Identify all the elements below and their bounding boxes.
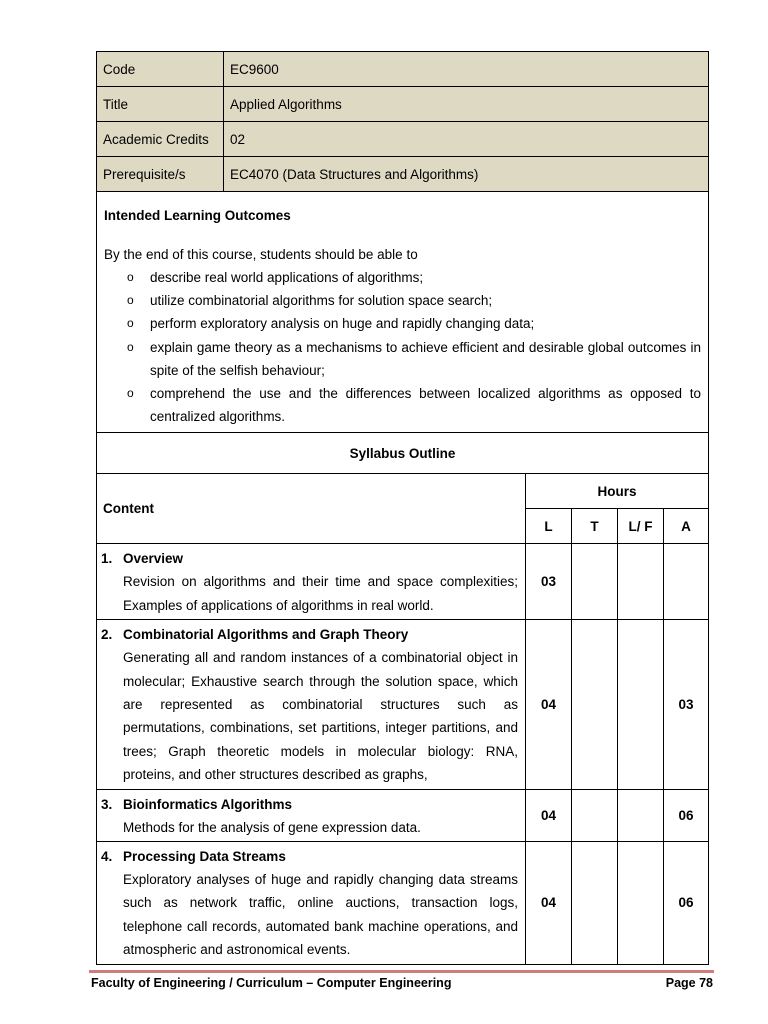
credits-value: 02: [224, 122, 709, 157]
footer-page-number: Page 78: [665, 976, 713, 990]
code-row: [97, 52, 709, 87]
title-row: [97, 87, 709, 122]
learning-outcome-text: perform exploratory analysis on huge and rapidly changing data;: [150, 316, 535, 332]
course-info-table: [96, 51, 709, 192]
title-value: Applied Algorithms: [224, 87, 709, 122]
content-header: Content: [97, 474, 526, 544]
topic-title: Overview: [123, 551, 184, 567]
code-value: EC9600: [224, 52, 709, 87]
topic-number: 2.: [101, 627, 113, 643]
learning-outcome-item: [104, 289, 701, 312]
hours-l: 03: [526, 544, 572, 620]
learning-outcome-item: [104, 382, 701, 428]
hours-l: 04: [526, 789, 572, 841]
hours-lf: [618, 842, 664, 965]
learning-outcomes-intro: By the end of this course, students should be able to: [104, 247, 418, 262]
column-header-l: L: [526, 509, 572, 544]
hours-lf: [618, 544, 664, 620]
hours-t: [572, 544, 618, 620]
prerequisite-label: Prerequisite/s: [97, 157, 224, 192]
learning-outcome-text: comprehend the use and the differences between localized algorithms as opposed to centralized algorithms.: [150, 386, 701, 425]
topic-description: Exploratory analyses of huge and rapidly changing data streams such as network traffic, online auctions, transaction logs, telephone call records, automated bank machine operations, and atmospheric and astronomical events.: [123, 872, 518, 958]
column-header-a: A: [664, 509, 709, 544]
code-label: Code: [97, 52, 224, 87]
hours-l: 04: [526, 842, 572, 965]
hours-header: Hours: [526, 474, 709, 509]
column-header-lf: L/ F: [618, 509, 664, 544]
footer-divider: [89, 970, 714, 973]
credits-row: [97, 122, 709, 157]
topic-title: Combinatorial Algorithms and Graph Theory: [123, 627, 409, 643]
hours-a: [664, 544, 709, 620]
bullet-icon: o: [127, 386, 134, 401]
column-header-t: T: [572, 509, 618, 544]
syllabus-row: [97, 789, 709, 841]
credits-label: Academic Credits: [97, 122, 224, 157]
syllabus-row: [97, 544, 709, 620]
hours-lf: [618, 789, 664, 841]
topic-cell: [97, 620, 526, 789]
curriculum-page: [96, 51, 709, 965]
topic-description: Generating all and random instances of a combinatorial object in molecular; Exhaustive search through the solution space, which are represented as combinatorial structures such as permutations, combinations, set partitions, integer partitions, and trees; Graph theoretic models in molecular biology: RNA, proteins, and other structures described as graphs,: [123, 650, 518, 783]
learning-outcomes-section: [96, 192, 709, 433]
title-label: Title: [97, 87, 224, 122]
learning-outcome-item: [104, 266, 701, 289]
bullet-icon: o: [127, 339, 134, 354]
topic-cell: [97, 842, 526, 965]
syllabus-header-row: [97, 474, 709, 509]
syllabus-table: [96, 474, 709, 964]
topic-description: Revision on algorithms and their time and space complexities; Examples of applications of algorithms in real world.: [123, 574, 518, 613]
learning-outcomes-list: [104, 266, 701, 428]
syllabus-row: [97, 842, 709, 965]
hours-a: 06: [664, 789, 709, 841]
hours-a: 06: [664, 842, 709, 965]
topic-number: 4.: [101, 849, 113, 865]
learning-outcome-text: explain game theory as a mechanisms to achieve efficient and desirable global outcomes in spite of the selfish behaviour;: [150, 339, 701, 378]
learning-outcome-text: describe real world applications of algorithms;: [150, 270, 424, 285]
hours-t: [572, 789, 618, 841]
learning-outcome-item: [104, 336, 701, 382]
topic-title: Processing Data Streams: [123, 849, 286, 865]
bullet-icon: o: [127, 270, 134, 284]
topic-description: Methods for the analysis of gene expression data.: [123, 819, 421, 835]
prerequisite-row: [97, 157, 709, 192]
topic-cell: [97, 544, 526, 620]
footer-faculty-text: Faculty of Engineering / Curriculum – Computer Engineering: [91, 976, 452, 990]
prerequisite-value: EC4070 (Data Structures and Algorithms): [224, 157, 709, 192]
syllabus-row: [97, 620, 709, 789]
topic-cell: [97, 789, 526, 841]
bullet-icon: o: [127, 316, 134, 331]
hours-l: 04: [526, 620, 572, 789]
bullet-icon: o: [127, 293, 134, 308]
topic-number: 1.: [101, 551, 113, 567]
syllabus-outline-heading: Syllabus Outline: [96, 433, 709, 474]
learning-outcome-text: utilize combinatorial algorithms for solution space search;: [150, 293, 493, 309]
topic-number: 3.: [101, 796, 113, 812]
hours-a: 03: [664, 620, 709, 789]
hours-t: [572, 620, 618, 789]
topic-title: Bioinformatics Algorithms: [123, 796, 293, 812]
learning-outcome-item: [104, 312, 701, 335]
hours-lf: [618, 620, 664, 789]
learning-outcomes-heading: Intended Learning Outcomes: [104, 208, 291, 223]
hours-t: [572, 842, 618, 965]
